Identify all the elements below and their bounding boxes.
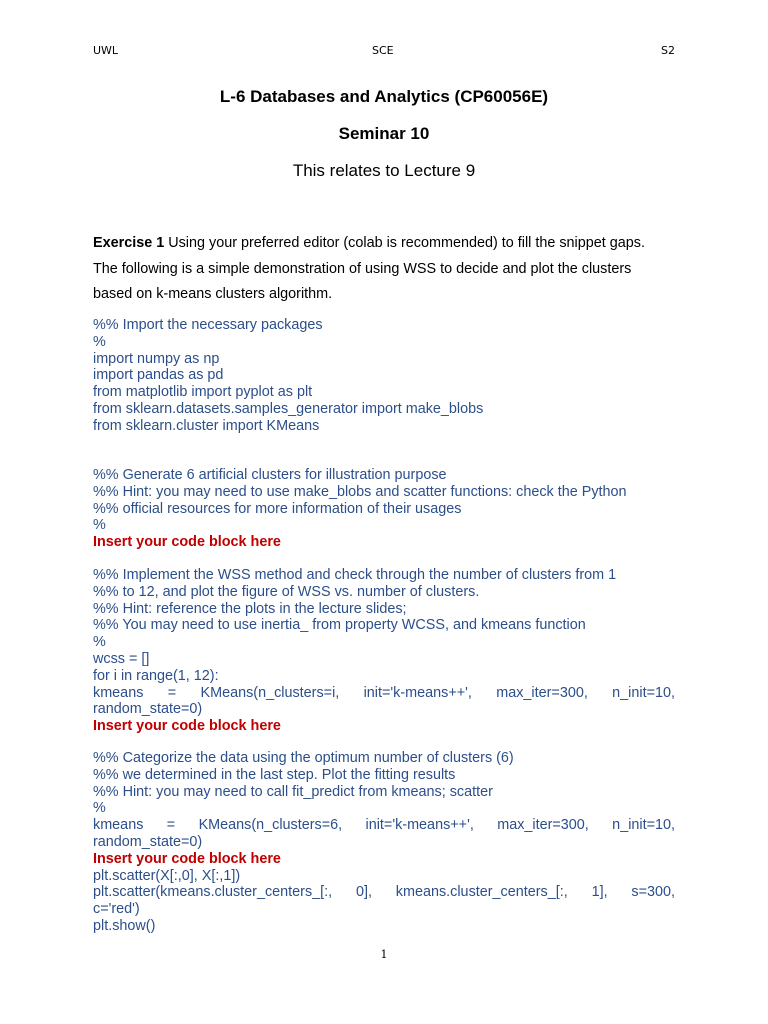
header-left: UWL (93, 44, 119, 57)
exercise-intro (93, 231, 675, 308)
code-line: %% Generate 6 artificial clusters for illustration purpose (93, 467, 447, 483)
header-right: S2 (661, 44, 675, 57)
code-line: import pandas as pd (93, 367, 224, 384)
code-line: %% we determined in the last step. Plot the fitting results (93, 766, 456, 783)
insert-code-placeholder: Insert your code block here (93, 718, 281, 735)
code-line: random_state=0) (93, 833, 203, 850)
code-line: % (93, 333, 106, 350)
code-line: %% official resources for more information of their usages (93, 500, 462, 517)
code-block-generate-clusters (93, 467, 675, 551)
code-line: %% Import the necessary packages (93, 317, 323, 333)
code-block-wss (93, 567, 675, 735)
insert-code-placeholder: Insert your code block here (93, 534, 281, 551)
code-line: for i in range(1, 12): (93, 667, 219, 684)
course-title: L-6 Databases and Analytics (CP60056E) (219, 87, 549, 106)
code-line: random_state=0) (93, 701, 203, 718)
code-line: %% Implement the WSS method and check through the number of clusters from 1 (93, 567, 617, 583)
code-line: %% Hint: reference the plots in the lecture slides; (93, 600, 407, 617)
exercise-label: Exercise 1 (93, 235, 165, 251)
code-line: c='red') (93, 901, 140, 918)
lecture-reference: This relates to Lecture 9 (292, 161, 476, 180)
code-line: wcss = [] (93, 650, 150, 667)
insert-code-placeholder: Insert your code block here (93, 850, 281, 867)
code-line-kmeans: kmeans = KMeans(n_clusters=i, init='k-means++', max_iter=300, n_init=10, (93, 684, 675, 701)
code-block-imports (93, 317, 675, 435)
code-line-scatter-centers: plt.scatter(kmeans.cluster_centers_[:, 0], kmeans.cluster_centers_[:, 1], s=300, (93, 884, 675, 901)
code-line: import numpy as np (93, 350, 220, 367)
code-line: %% to 12, and plot the figure of WSS vs. number of clusters. (93, 583, 480, 600)
header-center: SCE (372, 44, 394, 57)
code-line: plt.scatter(X[:,0], X[:,1]) (93, 867, 241, 884)
code-line: % (93, 634, 106, 651)
code-line: plt.show() (93, 917, 156, 934)
code-line: %% You may need to use inertia_ from property WCSS, and kmeans function (93, 617, 586, 634)
code-line: %% Categorize the data using the optimum number of clusters (6) (93, 750, 514, 766)
code-line: %% Hint: you may need to use make_blobs and scatter functions: check the Python (93, 483, 627, 500)
code-line: from sklearn.cluster import KMeans (93, 417, 320, 434)
exercise-intro-line-3: based on k-means clusters algorithm. (93, 286, 333, 302)
code-line: %% Hint: you may need to call fit_predict from kmeans; scatter (93, 783, 493, 800)
seminar-title: Seminar 10 (338, 124, 430, 143)
exercise-intro-line-1: Using your preferred editor (colab is recommended) to fill the snippet gaps. (164, 235, 645, 251)
code-line: from matplotlib import pyplot as plt (93, 384, 313, 401)
page-number: 1 (380, 948, 388, 961)
code-line: % (93, 800, 106, 817)
exercise-intro-line-2: The following is a simple demonstration of using WSS to decide and plot the clusters (93, 260, 632, 277)
code-line: % (93, 517, 106, 534)
code-line-kmeans: kmeans = KMeans(n_clusters=6, init='k-means++', max_iter=300, n_init=10, (93, 817, 675, 834)
code-line: from sklearn.datasets.samples_generator import make_blobs (93, 400, 484, 417)
code-block-categorize (93, 750, 675, 935)
